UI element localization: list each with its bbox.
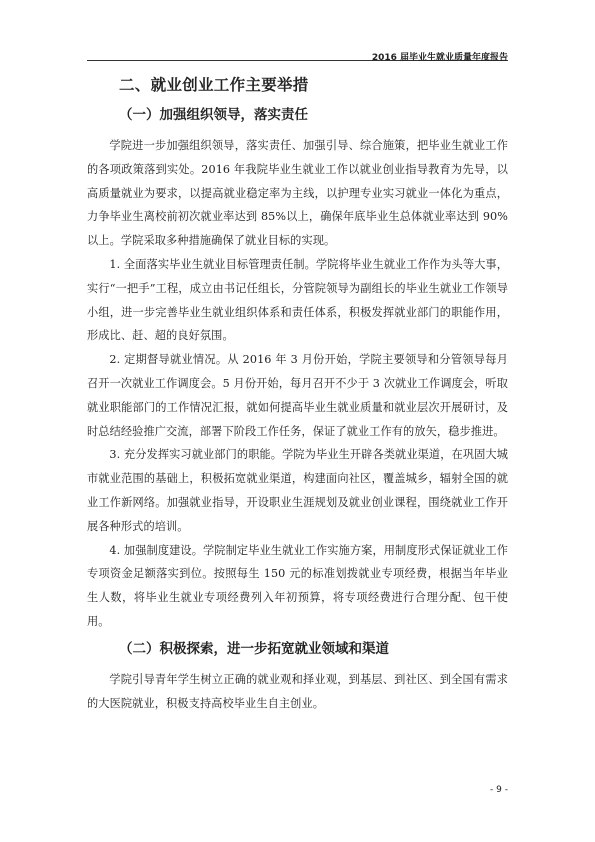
paragraph: 学院进一步加强组织领导，落实责任、加强引导、综合施策，把毕业生就业工作的各项政策落到实处。2016 年我院毕业生就业工作以就业创业指导教育为先导，以高质量就业为要求，以提高就业稳定率为主线，以护理专业实习就业一体化为重点，力争毕业生离校前初次就业率达到 85%以上，确保年底毕业生总体就业率达到 90%以上。学院采取多种措施确保了就业目标的实现。 [87,139,508,248]
paragraph: 1. 全面落实毕业生就业目标管理责任制。学院将毕业生就业工作作为头等大事，实行“一把手”工程，成立由书记任组长，分管院领导为副组长的毕业生就业工作领导小组，进一步完善毕业生就业组织体系和责任体系，积极发挥就业部门的职能作用，形成比、赶、超的良好氛围。 [87,257,508,343]
page-body [87,70,508,715]
paragraph: 3. 充分发挥实习就业部门的职能。学院为毕业生开辟各类就业渠道，在巩固大城市就业范围的基础上，积极拓宽就业渠道，构建面向社区，覆盖城乡，辐射全国的就业工作新网络。加强就业指导，开设职业生涯规划及就业创业课程，围绕就业工作开展各种形式的培训。 [87,448,508,533]
subsection-title-2: （二）积极探索，进一步拓宽就业领域和渠道 [119,640,389,657]
page-number: - 9 - [490,785,508,795]
paragraph: 学院引导青年学生树立正确的就业观和择业观，到基层、到社区、到全国有需求的大医院就业，积极支持高校毕业生自主创业。 [87,672,508,710]
paragraph: 4. 加强制度建设。学院制定毕业生就业工作实施方案，用制度形式保证就业工作专项资金足额落实到位。按照每生 150 元的标准划拨就业专项经费，根据当年毕业生人数，将毕业生就业专项经费列入年初预算，将专项经费进行合理分配、包干使用。 [87,543,508,628]
paragraph: 2. 定期督导就业情况。从 2016 年 3 月份开始，学院主要领导和分管领导每月召开一次就业工作调度会。5 月份开始，每月召开不少于 3 次就业工作调度会，听取就业职能部门的工作情况汇报，就如何提高毕业生就业质量和就业层次开展研讨，及时总结经验推广交流，部署下阶段工作任务，保证了就业工作有的放矢，稳步推进。 [87,353,508,438]
running-header [87,44,508,61]
subsection-title-1: （一）加强组织领导，落实责任 [119,107,308,123]
section-title: 二、就业创业工作主要举措 [119,76,309,94]
header-title: 2016 届毕业生就业质量年度报告 [371,53,508,63]
